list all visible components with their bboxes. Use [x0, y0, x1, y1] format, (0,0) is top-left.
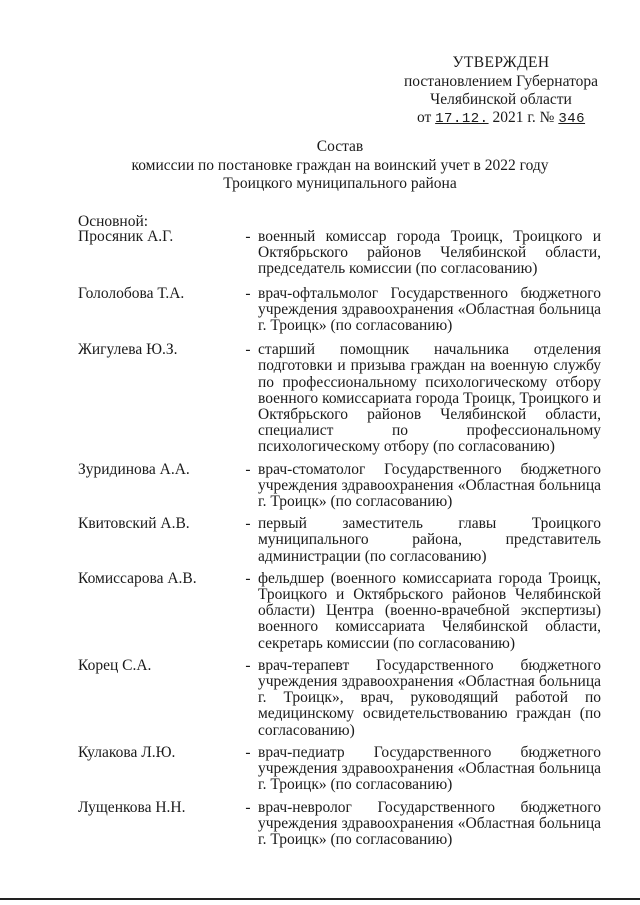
approval-date-prefix: от: [416, 109, 432, 126]
member-role: врач-стоматолог Государственного бюджетного учреждения здравоохранения «Областная больница г. Троицк» (по согласованию): [258, 460, 601, 511]
approval-number: 346: [558, 111, 586, 127]
title-line-3: Троицкого муниципального района: [223, 175, 457, 192]
member-role: военный комиссар города Троицк, Троицкого и Октябрьского районов Челябинской области, председатель комиссии (по согласованию): [258, 228, 601, 278]
member-row: [78, 571, 601, 652]
approval-line-1: постановлением Губернатора: [403, 73, 599, 90]
member-role: врач-терапевт Государственного бюджетного учреждения здравоохранения «Областная больница г. Троицк», врач, руководящий работой по медицинскому освидетельствованию граждан (по согласованию): [258, 656, 601, 739]
member-row: [78, 516, 601, 565]
members-list: [78, 229, 601, 848]
approval-year-suffix: 2021 г. №: [492, 109, 555, 126]
member-role: врач-офтальмолог Государственного бюджетного учреждения здравоохранения «Областная больница г. Троицк» (по согласованию): [258, 284, 601, 335]
approval-heading: УТВЕРЖДЕН: [452, 54, 550, 71]
member-role: врач-педиатр Государственного бюджетного учреждения здравоохранения «Областная больница г. Троицк» (по согласованию): [258, 743, 601, 794]
member-role: старший помощник начальника отделения подготовки и призыва граждан на военную службу по профессиональному психологическому отбору военного комиссариата города Троицк, Троицкого и Октябрьского районов Челябинской области, специалист по профессиональному психологическому отбору (по согласованию): [258, 341, 601, 456]
member-row: [78, 658, 601, 739]
member-dash: -: [245, 460, 251, 478]
member-row: [78, 342, 601, 455]
member-row: [78, 800, 601, 849]
section-label: Основной:: [78, 213, 149, 230]
member-dash: -: [245, 515, 251, 533]
approval-line-2: Челябинской области: [430, 91, 572, 108]
member-row: [78, 286, 601, 335]
title-line-1: Состав: [316, 138, 364, 155]
member-name: Кулакова Л.Ю.: [78, 743, 176, 761]
member-row: [78, 462, 601, 511]
approval-block: [398, 54, 604, 128]
member-dash: -: [245, 798, 251, 816]
member-name: Зуридинова А.А.: [78, 460, 190, 478]
approval-date: 17.12.: [435, 111, 489, 127]
document-title: [80, 138, 600, 194]
member-dash: -: [245, 569, 251, 587]
member-name: Корец С.А.: [78, 656, 152, 674]
member-name: Лущенкова Н.Н.: [78, 798, 186, 816]
page-bottom-border: [0, 898, 640, 900]
member-name: Комиссарова А.В.: [78, 569, 197, 587]
member-role: фельдшер (военного комиссариата города Троицк, Троицкого и Октябрьского районов Челябинской области) Центра (военно-врачебной экспертизы) военного комиссариата Челябинской области, секретарь комиссии (по согласованию): [258, 569, 601, 652]
member-dash: -: [245, 341, 251, 359]
member-name: Квитовский А.В.: [78, 515, 190, 533]
member-name: Гололобова Т.А.: [78, 284, 185, 302]
member-row: [78, 745, 601, 794]
member-dash: -: [245, 228, 251, 245]
member-row: [78, 229, 601, 278]
member-role: врач-невролог Государственного бюджетного учреждения здравоохранения «Областная больница г. Троицк» (по согласованию): [258, 798, 601, 848]
member-dash: -: [245, 656, 251, 674]
approval-date-line: [398, 109, 604, 128]
member-role: первый заместитель главы Троицкого муниципального района, представитель администрации (по согласованию): [258, 515, 601, 565]
title-line-2: комиссии по постановке граждан на воинский учет в 2022 году: [131, 156, 549, 174]
member-dash: -: [245, 743, 251, 761]
member-name: Жигулева Ю.З.: [78, 341, 178, 359]
member-name: Просяник А.Г.: [78, 228, 174, 245]
member-dash: -: [245, 284, 251, 302]
